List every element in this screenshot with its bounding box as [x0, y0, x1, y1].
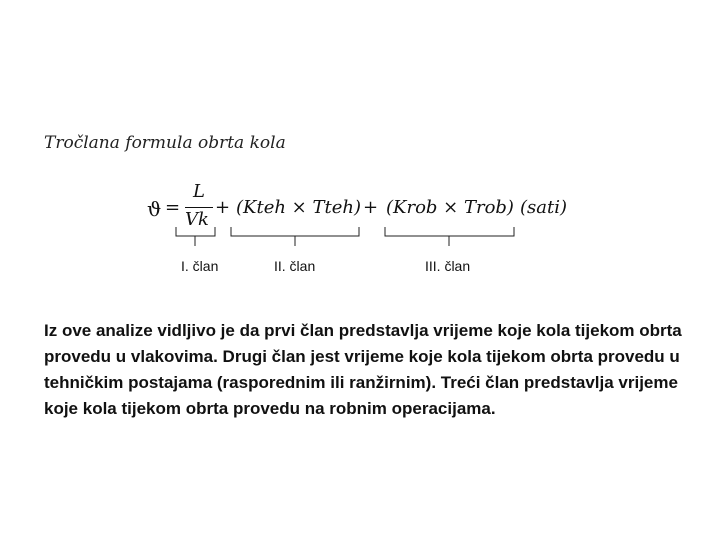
- formula-equals: =: [165, 197, 181, 218]
- brace-term-2: [231, 227, 359, 246]
- brace-term-3: [385, 227, 514, 246]
- fraction-denominator: Vk: [185, 209, 209, 230]
- slide-heading: Tročlana formula obrta kola: [44, 133, 286, 153]
- brace-term-1: [176, 227, 215, 246]
- formula-unit: (sati): [520, 197, 568, 218]
- explanation-paragraph: Iz ove analize vidljivo je da prvi član predstavlja vrijeme koje kola tijekom obrta provedu u vlakovima. Drugi član jest vrijeme koje kola tijekom obrta provedu u tehničkim postajama (rasporednim ili ranžirnim). Treći član predstavlja vrijeme koje kola tijekom obrta provedu na robnim operacijama.: [44, 321, 682, 418]
- formula-plus-1: +: [215, 197, 231, 218]
- formula-term-2: (Kteh × Tteh): [236, 197, 361, 218]
- formula-plus-2: +: [363, 197, 379, 218]
- term-label-1: I. član: [181, 258, 219, 274]
- formula-lhs: ϑ: [147, 197, 162, 221]
- fraction-numerator: L: [193, 181, 205, 202]
- term-label-2: II. član: [274, 258, 316, 274]
- term-label-3: III. član: [425, 258, 471, 274]
- formula-term-3: (Krob × Trob): [386, 197, 514, 218]
